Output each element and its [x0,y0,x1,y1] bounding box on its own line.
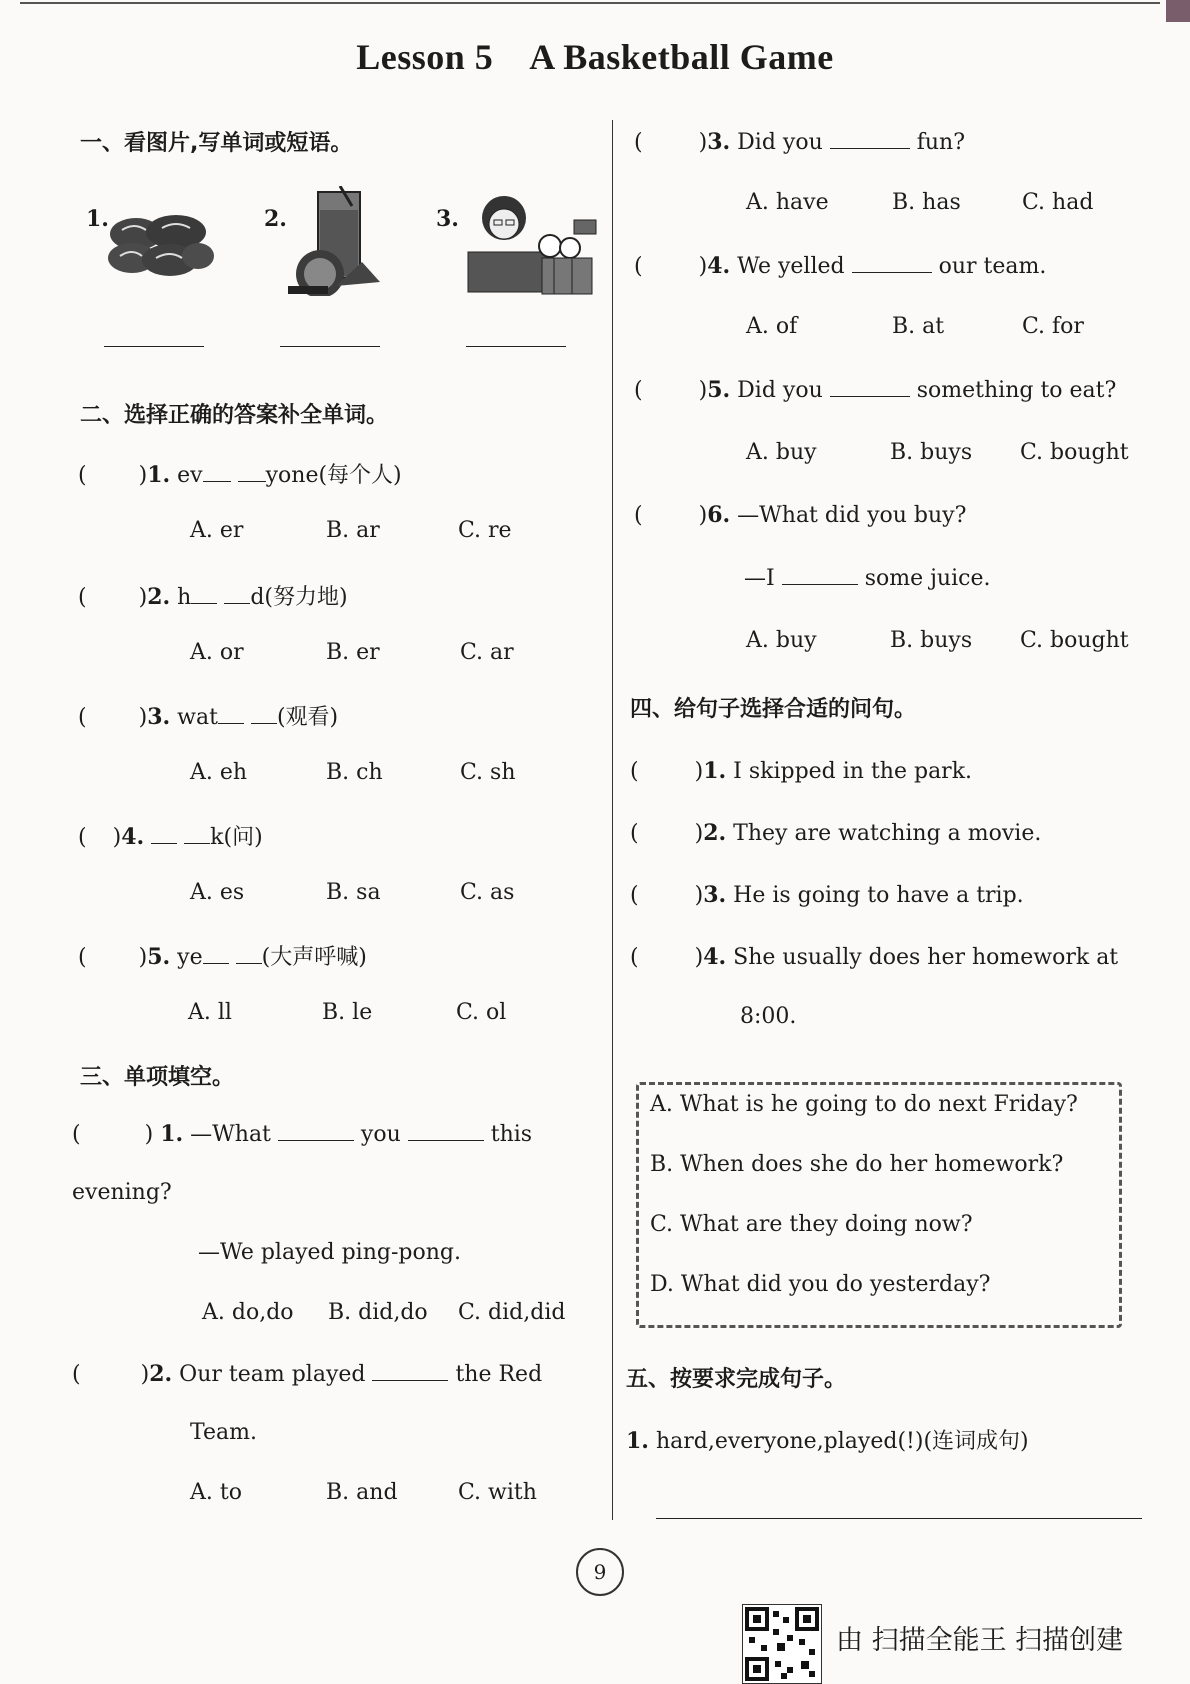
answer-line-3[interactable] [466,346,566,347]
s3-q1-line2: evening? [72,1180,172,1205]
s3-q2-opt-c: C. with [458,1480,537,1505]
page-number: 9 [576,1548,624,1596]
letter-blank[interactable] [224,583,250,604]
choice-b: B. When does she do her homework? [650,1152,1064,1177]
answer-line-2[interactable] [280,346,380,347]
s3-q6-opt-c: C. bought [1020,628,1129,653]
s3-q3: ( )3. Did you fun? [634,129,966,155]
s2-q4-opt-a: A. es [190,880,245,905]
s2-q1-opt-b: B. ar [326,518,380,543]
s2-q5-opt-a: A. ll [188,1000,232,1025]
s3-q5-opt-b: B. buys [890,440,973,465]
s2-q2-opt-a: A. or [190,640,244,665]
s5-answer-line[interactable] [656,1518,1142,1519]
section2-heading: 二、选择正确的答案补全单词。 [80,403,389,428]
letter-blank[interactable] [191,583,217,604]
bread-icon [104,210,216,282]
s3-q4: ( )4. We yelled our team. [634,253,1047,279]
s2-q3: ( )3. wat (观看) [78,704,339,730]
s3-q2-opt-b: B. and [326,1480,398,1505]
s2-q4-opt-b: B. sa [326,880,381,905]
letter-blank[interactable] [238,461,266,482]
juice-icon [288,186,384,296]
column-divider [612,120,613,1520]
choice-c: C. What are they doing now? [650,1212,973,1237]
pic-item-2-num: 2. [264,206,287,232]
letter-blank[interactable] [251,703,277,724]
answer-blank[interactable] [852,252,932,273]
s2-q3-opt-a: A. eh [190,760,248,785]
s2-q2: ( )2. h d(努力地) [78,584,348,610]
s3-q2-line2: Team. [190,1420,257,1445]
s2-q4-opt-c: C. as [460,880,515,905]
letter-blank[interactable] [236,943,262,964]
s3-q5-opt-a: A. buy [746,440,817,465]
s3-q4-opt-a: A. of [746,314,798,339]
letter-blank[interactable] [203,943,229,964]
lesson-name: A Basketball Game [529,37,834,77]
s2-q1-opt-a: A. er [190,518,244,543]
section3-heading: 三、单项填空。 [80,1065,235,1090]
scanner-footer: 由 扫描全能王 扫描创建 [836,1625,1124,1656]
s3-q4-opt-b: B. at [892,314,945,339]
answer-blank[interactable] [830,128,910,149]
s3-q6-opt-a: A. buy [746,628,817,653]
s3-q1-answer: —We played ping-pong. [198,1240,461,1265]
s3-q1: ( ) 1. —What you this [72,1121,533,1147]
pic-item-1-num: 1. [86,206,109,232]
s2-q5-opt-b: B. le [322,1000,373,1025]
s5-q1: 1. hard,everyone,played(!)(连词成句) [626,1428,1029,1454]
s2-q3-opt-c: C. sh [460,760,516,785]
s3-q6-opt-b: B. buys [890,628,973,653]
s3-q2-opt-a: A. to [190,1480,242,1505]
section1-heading: 一、看图片,写单词或短语。 [80,131,353,156]
s3-q6: ( )6. —What did you buy? [634,502,967,528]
answer-blank[interactable] [278,1120,354,1141]
s3-q5: ( )5. Did you something to eat? [634,377,1117,403]
s4-item-3: ( )3. He is going to have a trip. [630,882,1024,908]
s3-q5-opt-c: C. bought [1020,440,1129,465]
s4-item-4: ( )4. She usually does her homework at [630,944,1119,970]
letter-blank[interactable] [218,703,244,724]
section4-heading: 四、给句子选择合适的问句。 [630,697,917,722]
s2-q5-opt-c: C. ol [456,1000,507,1025]
answer-line-1[interactable] [104,346,204,347]
answer-blank[interactable] [830,376,910,397]
s3-q3-opt-c: C. had [1022,190,1094,215]
s3-q4-opt-c: C. for [1022,314,1084,339]
letter-blank[interactable] [184,823,210,844]
s4-item-1: ( )1. I skipped in the park. [630,758,973,784]
lesson-number: Lesson 5 [356,37,494,77]
s2-q4: ( )4. k(问) [78,824,263,850]
section5-heading: 五、按要求完成句子。 [626,1367,847,1392]
page-title [0,36,1190,78]
s2-q5: ( )5. ye (大声呼喊) [78,944,367,970]
letter-blank[interactable] [151,823,177,844]
s3-q3-opt-a: A. have [746,190,829,215]
choice-a: A. What is he going to do next Friday? [650,1092,1078,1117]
s3-q6-line2: —I some juice. [744,566,991,591]
qr-code-icon [742,1604,822,1684]
s3-q1-opt-b: B. did,do [328,1300,428,1325]
s4-item-4-line2: 8:00. [740,1004,797,1029]
s3-q2: ( )2. Our team played the Red [72,1361,543,1387]
answer-blank[interactable] [782,564,858,585]
top-border [20,2,1160,4]
s2-q3-opt-b: B. ch [326,760,383,785]
s2-q2-opt-b: B. er [326,640,380,665]
answer-blank[interactable] [408,1120,484,1141]
s2-q1: ( )1. ev yone(每个人) [78,462,402,488]
pic-item-3-num: 3. [436,206,459,232]
s4-item-2: ( )2. They are watching a movie. [630,820,1042,846]
letter-blank[interactable] [203,461,231,482]
s3-q3-opt-b: B. has [892,190,961,215]
s3-q1-opt-a: A. do,do [202,1300,294,1325]
answer-blank[interactable] [372,1360,448,1381]
s3-q1-opt-c: C. did,did [458,1300,566,1325]
s2-q2-opt-c: C. ar [460,640,514,665]
choice-d: D. What did you do yesterday? [650,1272,991,1297]
cheering-people-icon [462,190,600,296]
page-tab [1166,0,1190,22]
s2-q1-opt-c: C. re [458,518,512,543]
